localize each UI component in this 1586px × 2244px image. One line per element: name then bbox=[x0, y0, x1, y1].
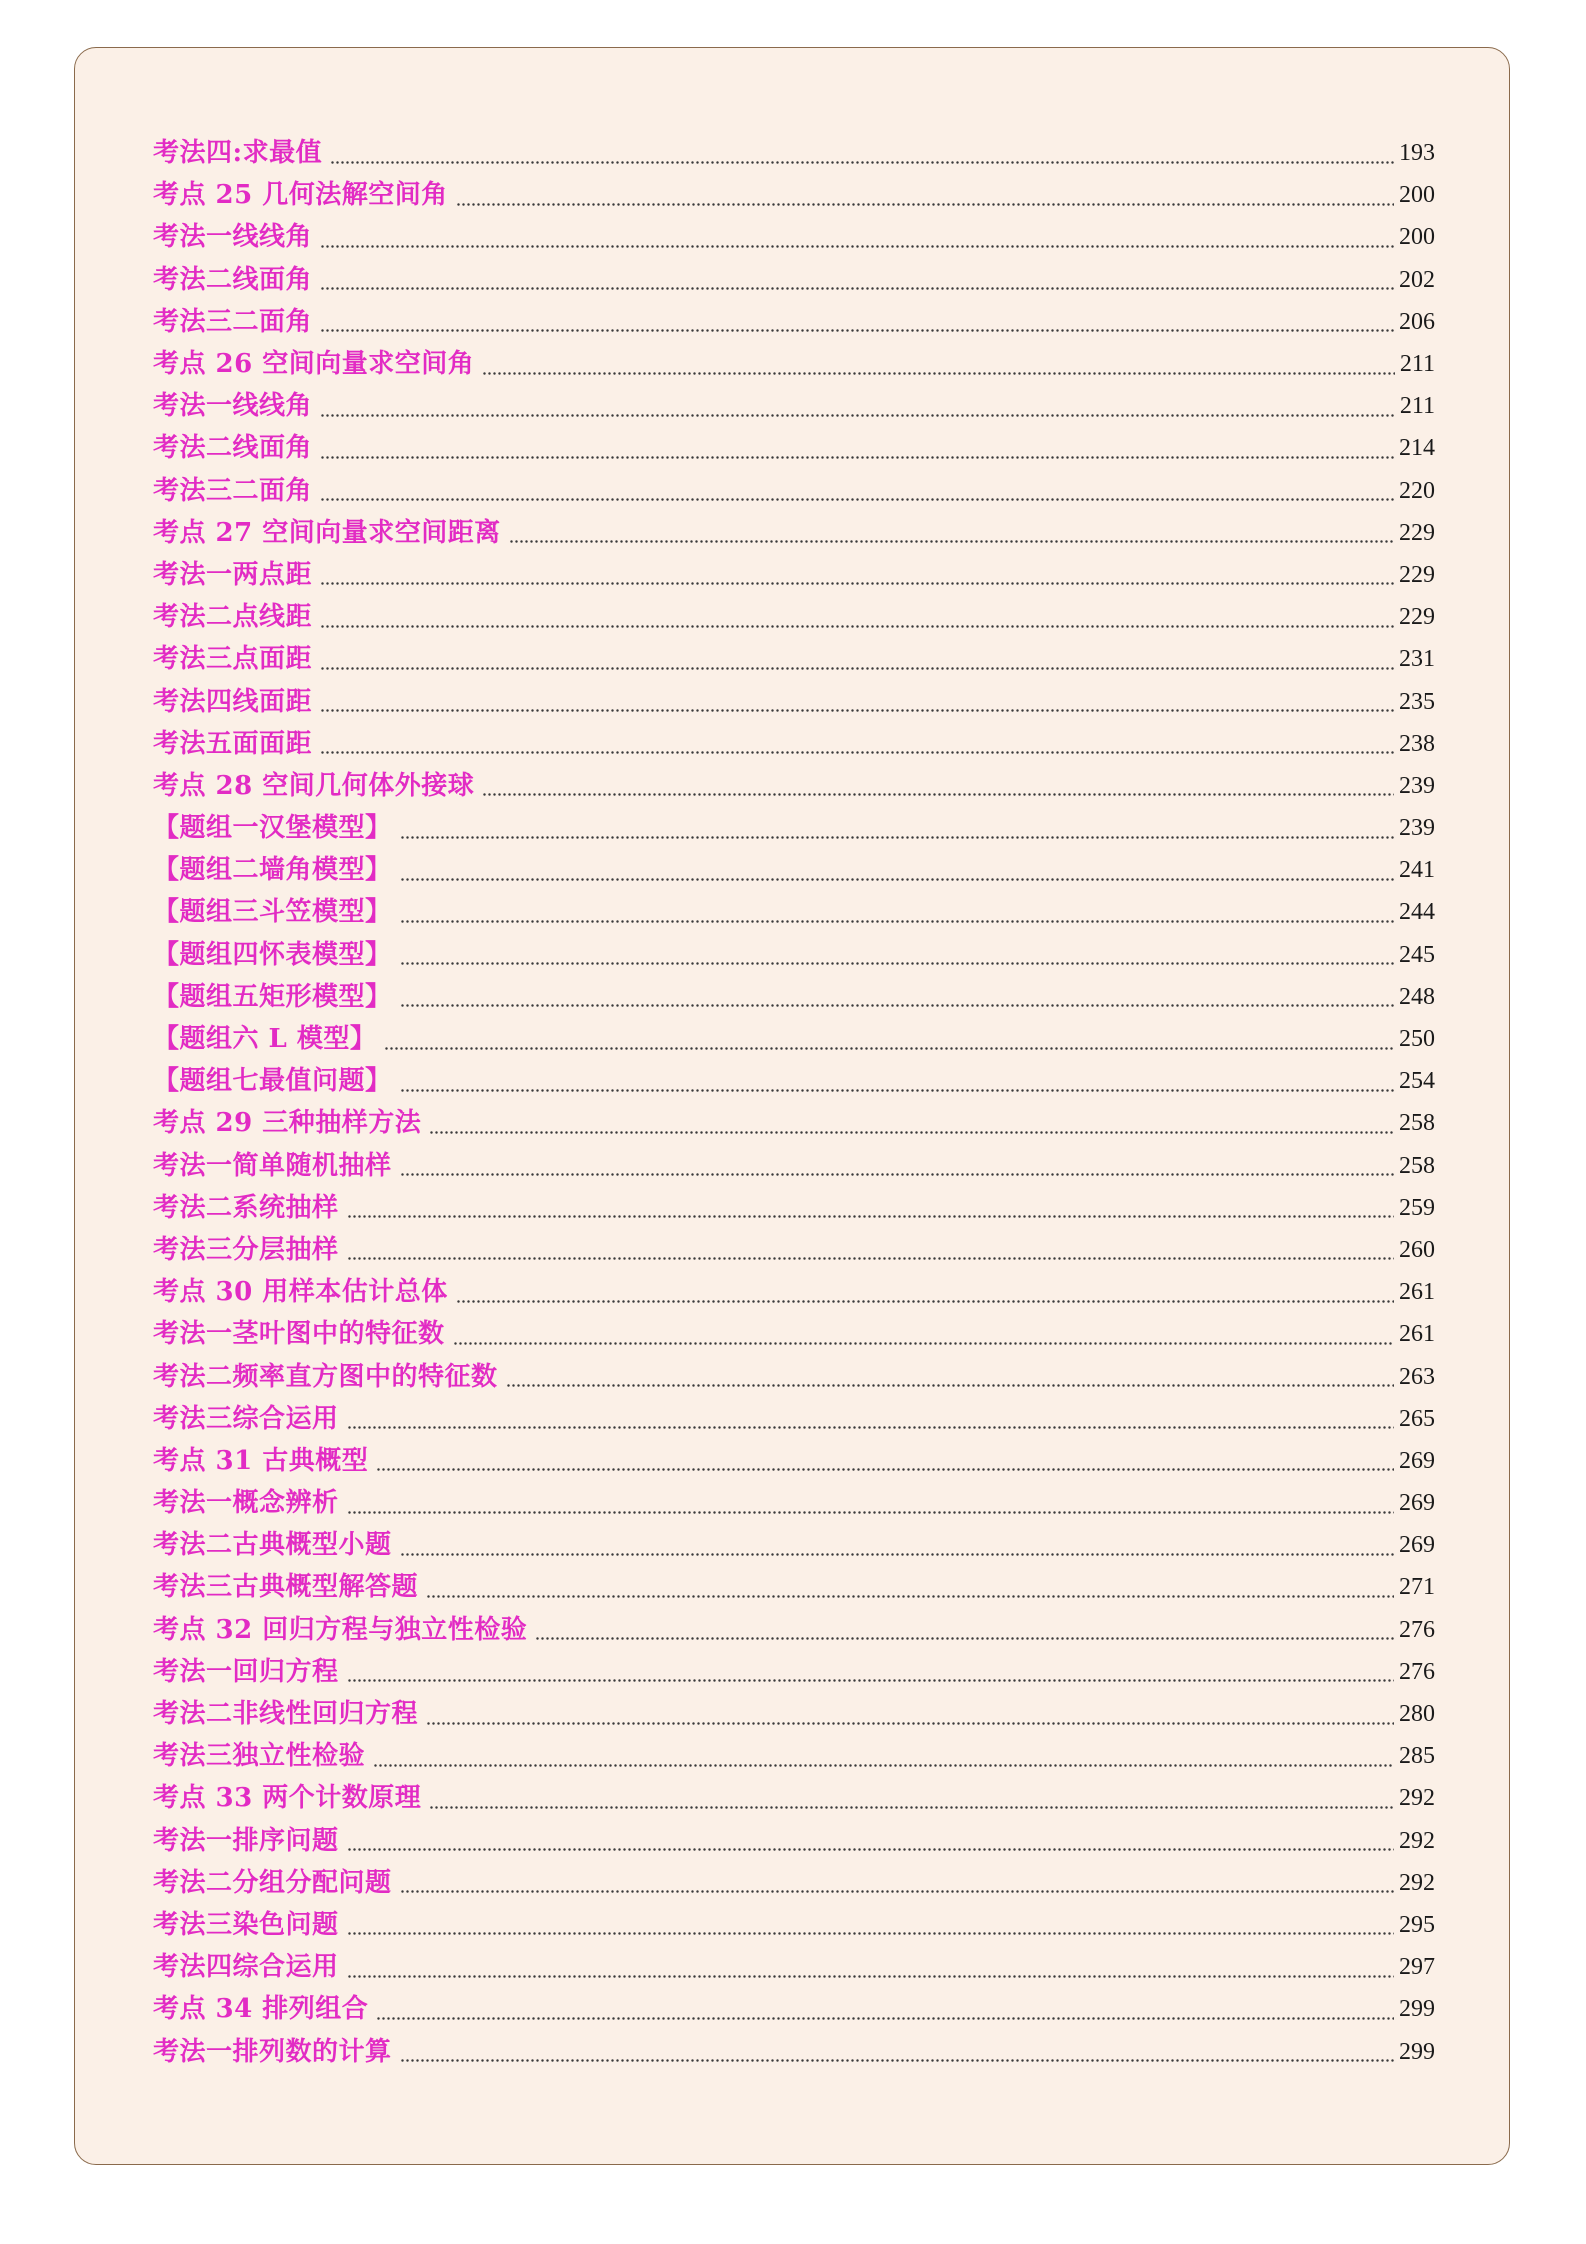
toc-entry-page-number: 248 bbox=[1399, 983, 1435, 1010]
toc-entry-title: 考法二线面角 bbox=[153, 433, 313, 464]
toc-entry-page-number: 261 bbox=[1399, 1279, 1435, 1306]
toc-entry-title: 考点 33 两个计数原理 bbox=[153, 1783, 422, 1814]
toc-entry bbox=[153, 1862, 1435, 1904]
dot-leader bbox=[348, 1511, 1394, 1514]
toc-entry bbox=[153, 2030, 1435, 2072]
dot-leader bbox=[348, 1257, 1394, 1260]
toc-entry bbox=[153, 596, 1435, 638]
toc-entry-title: 考法一茎叶图中的特征数 bbox=[153, 1319, 445, 1350]
toc-entry-title: 考法一线线角 bbox=[153, 391, 313, 422]
dot-leader bbox=[427, 1722, 1394, 1725]
toc-entry-page-number: 239 bbox=[1399, 772, 1435, 799]
toc-entry-title: 考点 28 空间几何体外接球 bbox=[153, 770, 475, 801]
toc-entry-title: 考法三分层抽样 bbox=[153, 1234, 339, 1265]
toc-entry-page-number: 299 bbox=[1399, 2038, 1435, 2065]
toc-entry-page-number: 229 bbox=[1399, 604, 1435, 631]
toc-entry-page-number: 214 bbox=[1399, 435, 1435, 462]
toc-entry bbox=[153, 1946, 1435, 1988]
dot-leader bbox=[377, 1468, 1394, 1471]
dot-leader bbox=[321, 287, 1394, 290]
toc-entry-page-number: 241 bbox=[1399, 857, 1435, 884]
dot-leader bbox=[321, 456, 1394, 459]
toc-entry-title: 考法一线线角 bbox=[153, 222, 313, 253]
toc-entry bbox=[153, 1145, 1435, 1187]
toc-entry-page-number: 254 bbox=[1399, 1068, 1435, 1095]
toc-entry bbox=[153, 470, 1435, 512]
toc-entry-title: 考法三二面角 bbox=[153, 306, 313, 337]
toc-entry bbox=[153, 343, 1435, 385]
toc-entry bbox=[153, 1904, 1435, 1946]
dot-leader bbox=[401, 1089, 1394, 1092]
dot-leader bbox=[348, 1975, 1394, 1978]
dot-leader bbox=[401, 1890, 1394, 1893]
toc-entry-page-number: 269 bbox=[1399, 1532, 1435, 1559]
toc-entry-page-number: 245 bbox=[1399, 941, 1435, 968]
toc-entry bbox=[153, 1609, 1435, 1651]
toc-entry bbox=[153, 512, 1435, 554]
toc-entry-title: 【题组六 L 模型】 bbox=[153, 1024, 377, 1055]
dot-leader bbox=[401, 1173, 1394, 1176]
toc-entry-page-number: 258 bbox=[1399, 1152, 1435, 1179]
dot-leader bbox=[510, 540, 1394, 543]
toc-entry bbox=[153, 976, 1435, 1018]
toc-entry-page-number: 269 bbox=[1399, 1490, 1435, 1517]
toc-entry-page-number: 250 bbox=[1399, 1026, 1435, 1053]
toc-entry-title: 考点 29 三种抽样方法 bbox=[153, 1108, 422, 1139]
toc-entry-title: 考法三独立性检验 bbox=[153, 1741, 366, 1772]
dot-leader bbox=[401, 1004, 1394, 1007]
toc-entry-title: 考点 31 古典概型 bbox=[153, 1445, 369, 1476]
dot-leader bbox=[401, 878, 1394, 881]
dot-leader bbox=[348, 1426, 1394, 1429]
dot-leader bbox=[430, 1131, 1394, 1134]
toc-entry-title: 考点 26 空间向量求空间角 bbox=[153, 349, 475, 380]
toc-entry bbox=[153, 1018, 1435, 1060]
dot-leader bbox=[457, 1300, 1394, 1303]
toc-entry bbox=[153, 1735, 1435, 1777]
toc-entry-page-number: 260 bbox=[1399, 1236, 1435, 1263]
dot-leader bbox=[401, 836, 1394, 839]
toc-entry-title: 考法二古典概型小题 bbox=[153, 1530, 392, 1561]
dot-leader bbox=[401, 920, 1394, 923]
toc-entry bbox=[153, 807, 1435, 849]
toc-entry-title: 考点 30 用样本估计总体 bbox=[153, 1277, 448, 1308]
toc-entry-title: 考法四综合运用 bbox=[153, 1952, 339, 1983]
toc-entry bbox=[153, 1820, 1435, 1862]
dot-leader bbox=[377, 2017, 1394, 2020]
toc-entry bbox=[153, 1988, 1435, 2030]
toc-entry-title: 考法三染色问题 bbox=[153, 1909, 339, 1940]
dot-leader bbox=[321, 667, 1394, 670]
toc-entry bbox=[153, 385, 1435, 427]
dot-leader bbox=[401, 2059, 1394, 2062]
toc-entry bbox=[153, 1482, 1435, 1524]
toc-entry-title: 考法四:求最值 bbox=[153, 138, 323, 169]
toc-entry-title: 考法一回归方程 bbox=[153, 1656, 339, 1687]
toc-entry-page-number: 229 bbox=[1399, 519, 1435, 546]
table-of-contents bbox=[153, 132, 1435, 2073]
toc-entry-page-number: 200 bbox=[1399, 224, 1435, 251]
dot-leader bbox=[483, 793, 1394, 796]
toc-entry-page-number: 269 bbox=[1399, 1447, 1435, 1474]
toc-entry bbox=[153, 849, 1435, 891]
toc-entry bbox=[153, 1398, 1435, 1440]
toc-entry-title: 考法五面面距 bbox=[153, 728, 313, 759]
toc-entry-title: 【题组一汉堡模型】 bbox=[153, 813, 392, 844]
toc-entry-title: 考法二非线性回归方程 bbox=[153, 1699, 419, 1730]
toc-entry-page-number: 292 bbox=[1399, 1785, 1435, 1812]
toc-entry bbox=[153, 1271, 1435, 1313]
dot-leader bbox=[401, 962, 1394, 965]
toc-entry-page-number: 202 bbox=[1399, 266, 1435, 293]
toc-entry-page-number: 276 bbox=[1399, 1616, 1435, 1643]
toc-entry-title: 考法一概念辨析 bbox=[153, 1488, 339, 1519]
toc-entry-page-number: 193 bbox=[1399, 140, 1435, 167]
toc-entry-page-number: 220 bbox=[1399, 477, 1435, 504]
dot-leader bbox=[321, 329, 1394, 332]
toc-entry bbox=[153, 427, 1435, 469]
toc-entry bbox=[153, 1693, 1435, 1735]
toc-entry-title: 【题组三斗笠模型】 bbox=[153, 897, 392, 928]
toc-entry bbox=[153, 1187, 1435, 1229]
dot-leader bbox=[321, 582, 1394, 585]
toc-entry-page-number: 206 bbox=[1399, 308, 1435, 335]
dot-leader bbox=[401, 1553, 1394, 1556]
toc-entry bbox=[153, 1566, 1435, 1608]
toc-entry-title: 考点 27 空间向量求空间距离 bbox=[153, 517, 501, 548]
toc-entry-page-number: 235 bbox=[1399, 688, 1435, 715]
dot-leader bbox=[385, 1047, 1394, 1050]
dot-leader bbox=[321, 625, 1394, 628]
toc-entry-page-number: 238 bbox=[1399, 730, 1435, 757]
toc-entry-page-number: 239 bbox=[1399, 815, 1435, 842]
toc-entry bbox=[153, 1777, 1435, 1819]
toc-entry bbox=[153, 765, 1435, 807]
toc-entry bbox=[153, 1102, 1435, 1144]
toc-entry-page-number: 285 bbox=[1399, 1743, 1435, 1770]
toc-entry-page-number: 299 bbox=[1399, 1996, 1435, 2023]
dot-leader bbox=[457, 203, 1394, 206]
dot-leader bbox=[348, 1848, 1394, 1851]
toc-entry-page-number: 280 bbox=[1399, 1701, 1435, 1728]
toc-entry-page-number: 261 bbox=[1399, 1321, 1435, 1348]
toc-entry bbox=[153, 1524, 1435, 1566]
toc-entry-title: 考点 32 回归方程与独立性检验 bbox=[153, 1614, 528, 1645]
toc-entry-page-number: 229 bbox=[1399, 561, 1435, 588]
toc-entry bbox=[153, 301, 1435, 343]
toc-entry bbox=[153, 554, 1435, 596]
dot-leader bbox=[348, 1932, 1394, 1935]
toc-entry-title: 考法二分组分配问题 bbox=[153, 1867, 392, 1898]
toc-entry-title: 考法一排序问题 bbox=[153, 1825, 339, 1856]
toc-entry bbox=[153, 1060, 1435, 1102]
toc-entry bbox=[153, 934, 1435, 976]
toc-entry-page-number: 231 bbox=[1399, 646, 1435, 673]
toc-entry-page-number: 276 bbox=[1399, 1658, 1435, 1685]
toc-entry bbox=[153, 1355, 1435, 1397]
toc-entry-page-number: 263 bbox=[1399, 1363, 1435, 1390]
toc-entry-title: 【题组二墙角模型】 bbox=[153, 855, 392, 886]
toc-entry bbox=[153, 259, 1435, 301]
toc-entry-page-number: 297 bbox=[1399, 1954, 1435, 1981]
toc-entry-page-number: 295 bbox=[1399, 1911, 1435, 1938]
dot-leader bbox=[454, 1342, 1394, 1345]
toc-entry bbox=[153, 891, 1435, 933]
toc-entry-title: 考法三综合运用 bbox=[153, 1403, 339, 1434]
dot-leader bbox=[321, 498, 1394, 501]
dot-leader bbox=[507, 1384, 1394, 1387]
toc-entry-page-number: 265 bbox=[1399, 1405, 1435, 1432]
toc-entry-page-number: 258 bbox=[1399, 1110, 1435, 1137]
dot-leader bbox=[374, 1764, 1394, 1767]
toc-entry-page-number: 292 bbox=[1399, 1869, 1435, 1896]
dot-leader bbox=[331, 161, 1394, 164]
dot-leader bbox=[321, 245, 1394, 248]
toc-entry-title: 考法二系统抽样 bbox=[153, 1192, 339, 1223]
toc-entry-page-number: 244 bbox=[1399, 899, 1435, 926]
toc-entry bbox=[153, 216, 1435, 258]
dot-leader bbox=[321, 709, 1394, 712]
toc-entry-title: 考法一排列数的计算 bbox=[153, 2036, 392, 2067]
toc-entry bbox=[153, 1440, 1435, 1482]
toc-entry-title: 考法二点线距 bbox=[153, 602, 313, 633]
toc-entry-page-number: 211 bbox=[1399, 393, 1435, 420]
toc-entry-page-number: 200 bbox=[1399, 182, 1435, 209]
toc-entry-title: 考点 34 排列组合 bbox=[153, 1994, 369, 2025]
toc-entry-page-number: 292 bbox=[1399, 1827, 1435, 1854]
toc-entry-title: 【题组七最值问题】 bbox=[153, 1066, 392, 1097]
toc-entry bbox=[153, 680, 1435, 722]
toc-entry bbox=[153, 1229, 1435, 1271]
toc-entry-title: 考法一简单随机抽样 bbox=[153, 1150, 392, 1181]
dot-leader bbox=[430, 1806, 1394, 1809]
toc-entry-title: 考法三古典概型解答题 bbox=[153, 1572, 419, 1603]
toc-entry-title: 【题组四怀表模型】 bbox=[153, 939, 392, 970]
toc-entry-title: 考点 25 几何法解空间角 bbox=[153, 180, 448, 211]
dot-leader bbox=[348, 1679, 1394, 1682]
toc-entry-title: 【题组五矩形模型】 bbox=[153, 981, 392, 1012]
toc-entry-page-number: 271 bbox=[1399, 1574, 1435, 1601]
toc-entry-page-number: 211 bbox=[1399, 351, 1435, 378]
toc-entry-title: 考法四线面距 bbox=[153, 686, 313, 717]
dot-leader bbox=[321, 751, 1394, 754]
toc-entry-title: 考法二频率直方图中的特征数 bbox=[153, 1361, 498, 1392]
toc-entry bbox=[153, 1651, 1435, 1693]
dot-leader bbox=[536, 1637, 1394, 1640]
dot-leader bbox=[321, 414, 1395, 417]
toc-entry bbox=[153, 174, 1435, 216]
toc-entry bbox=[153, 1313, 1435, 1355]
dot-leader bbox=[483, 372, 1395, 375]
toc-entry-title: 考法一两点距 bbox=[153, 559, 313, 590]
toc-entry-title: 考法二线面角 bbox=[153, 264, 313, 295]
toc-entry-title: 考法三点面距 bbox=[153, 644, 313, 675]
toc-entry bbox=[153, 638, 1435, 680]
toc-entry bbox=[153, 132, 1435, 174]
dot-leader bbox=[427, 1595, 1394, 1598]
toc-entry bbox=[153, 723, 1435, 765]
toc-entry-title: 考法三二面角 bbox=[153, 475, 313, 506]
toc-entry-page-number: 259 bbox=[1399, 1194, 1435, 1221]
dot-leader bbox=[348, 1215, 1394, 1218]
